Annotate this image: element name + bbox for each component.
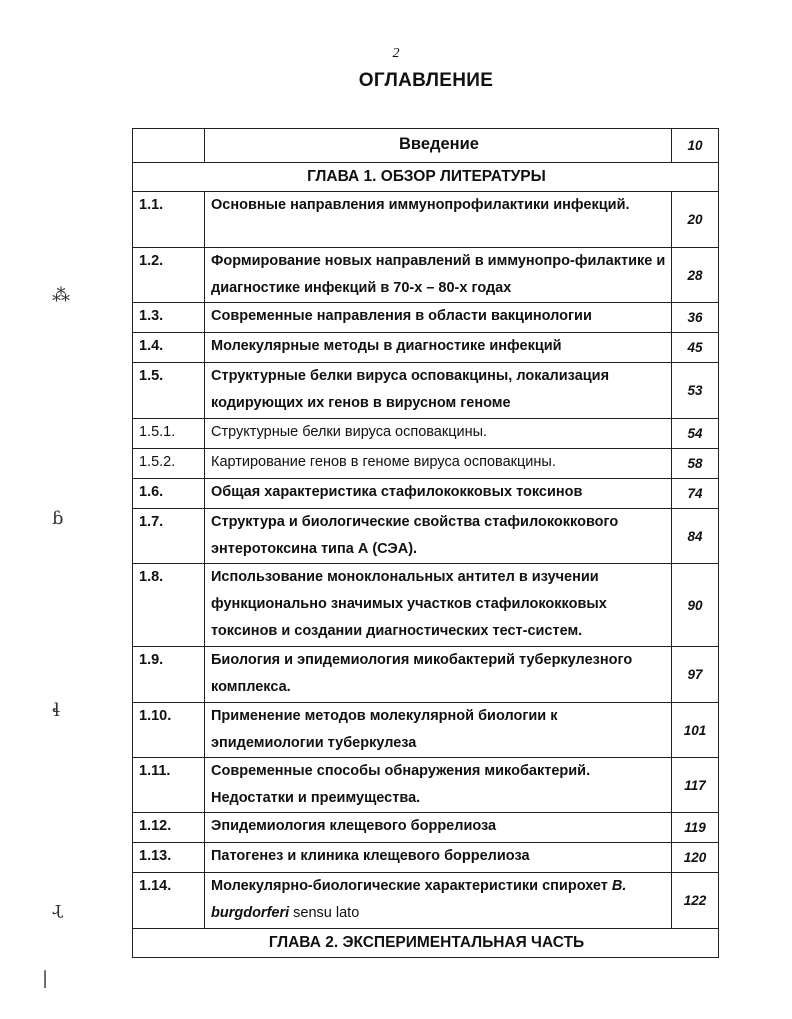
margin-mark: ɻ bbox=[52, 898, 62, 919]
toc-row-number: 1.7. bbox=[133, 509, 205, 564]
toc-row bbox=[133, 758, 719, 813]
page-number: 2 bbox=[392, 46, 400, 61]
toc-row-title: Основные направления иммунопрофилактики инфекций. bbox=[205, 192, 672, 248]
toc-row-number: 1.5. bbox=[133, 363, 205, 419]
chapter-2-heading: ГЛАВА 2. ЭКСПЕРИМЕНТАЛЬНАЯ ЧАСТЬ bbox=[133, 929, 719, 958]
toc-row-number: 1.1. bbox=[133, 192, 205, 248]
toc-row-title bbox=[205, 873, 672, 929]
toc-row-title: Эпидемиология клещевого боррелиоза bbox=[205, 813, 672, 843]
toc-row-page: 54 bbox=[672, 419, 719, 449]
toc-row bbox=[133, 248, 719, 303]
toc-row bbox=[133, 449, 719, 479]
toc-row-page: 101 bbox=[672, 703, 719, 758]
toc-row bbox=[133, 509, 719, 564]
toc-row-page: 58 bbox=[672, 449, 719, 479]
toc-cell-empty bbox=[133, 129, 205, 163]
toc-row-number: 1.5.1. bbox=[133, 419, 205, 449]
toc-row-title: Современные направления в области вакцинологии bbox=[205, 303, 672, 333]
toc-row bbox=[133, 813, 719, 843]
toc-row-title: Применение методов молекулярной биологии к эпидемиологии туберкулеза bbox=[205, 703, 672, 758]
margin-mark: ⁂ bbox=[52, 285, 70, 306]
toc-row-title: Общая характеристика стафилококковых токсинов bbox=[205, 479, 672, 509]
toc-row-page: 122 bbox=[672, 873, 719, 929]
toc-row bbox=[133, 564, 719, 647]
toc-row-page: 117 bbox=[672, 758, 719, 813]
toc-row bbox=[133, 363, 719, 419]
species-suffix: sensu lato bbox=[289, 905, 360, 921]
toc-row bbox=[133, 647, 719, 703]
margin-mark: ɬ bbox=[52, 700, 61, 721]
toc-row-page: 97 bbox=[672, 647, 719, 703]
toc-row-title: Структура и биологические свойства стафилококкового энтеротоксина типа А (СЭА). bbox=[205, 509, 672, 564]
toc-row-title: Структурные белки вируса осповакцины, локализация кодирующих их генов в вирусном геноме bbox=[205, 363, 672, 419]
toc-row-number: 1.8. bbox=[133, 564, 205, 647]
toc-row-number: 1.14. bbox=[133, 873, 205, 929]
toc-row-number: 1.10. bbox=[133, 703, 205, 758]
toc-row-title: Использование моноклональных антител в изучении функционально значимых участков стафилококковых токсинов и создании диагностических тест-систем. bbox=[205, 564, 672, 647]
toc-row-number: 1.5.2. bbox=[133, 449, 205, 479]
toc-row-number: 1.2. bbox=[133, 248, 205, 303]
toc-row bbox=[133, 192, 719, 248]
toc-intro-page: 10 bbox=[672, 129, 719, 163]
toc-row-page: 20 bbox=[672, 192, 719, 248]
toc-row-title: Формирование новых направлений в иммунопро-филактике и диагностике инфекций в 70-х – 80-х годах bbox=[205, 248, 672, 303]
toc-row-page: 74 bbox=[672, 479, 719, 509]
toc-row-page: 90 bbox=[672, 564, 719, 647]
toc-row bbox=[133, 303, 719, 333]
toc-row bbox=[133, 333, 719, 363]
toc-row-number: 1.11. bbox=[133, 758, 205, 813]
toc-row-page: 120 bbox=[672, 843, 719, 873]
chapter-1-heading: ГЛАВА 1. ОБЗОР ЛИТЕРАТУРЫ bbox=[133, 163, 719, 192]
toc-row-page: 36 bbox=[672, 303, 719, 333]
toc-row-page: 28 bbox=[672, 248, 719, 303]
toc-row-title: Современные способы обнаружения микобактерий. Недостатки и преимущества. bbox=[205, 758, 672, 813]
toc-row-page: 84 bbox=[672, 509, 719, 564]
toc-row bbox=[133, 703, 719, 758]
toc-row-title: Патогенез и клиника клещевого боррелиоза bbox=[205, 843, 672, 873]
toc-row-number: 1.12. bbox=[133, 813, 205, 843]
toc-row-title-text: Молекулярно-биологические характеристики спирохет bbox=[211, 878, 608, 894]
margin-mark: ɓ bbox=[52, 508, 64, 529]
species-name: B. burgdorferi bbox=[211, 878, 627, 921]
toc-row-title: Молекулярные методы в диагностике инфекций bbox=[205, 333, 672, 363]
toc-row-number: 1.9. bbox=[133, 647, 205, 703]
toc-row-number: 1.13. bbox=[133, 843, 205, 873]
page-title: ОГЛАВЛЕНИЕ bbox=[358, 70, 494, 91]
toc-row bbox=[133, 419, 719, 449]
toc-row-number: 1.4. bbox=[133, 333, 205, 363]
margin-mark: | bbox=[42, 968, 49, 989]
toc-row bbox=[133, 873, 719, 929]
toc-row-number: 1.3. bbox=[133, 303, 205, 333]
toc-row bbox=[133, 843, 719, 873]
toc-row bbox=[133, 479, 719, 509]
toc-intro-title: Введение bbox=[205, 129, 672, 163]
toc-row-page: 119 bbox=[672, 813, 719, 843]
toc-row-page: 45 bbox=[672, 333, 719, 363]
toc-row-number: 1.6. bbox=[133, 479, 205, 509]
toc-table bbox=[132, 128, 719, 958]
toc-row-title: Биология и эпидемиология микобактерий туберкулезного комплекса. bbox=[205, 647, 672, 703]
toc-row-title: Структурные белки вируса осповакцины. bbox=[205, 419, 672, 449]
toc-row-title: Картирование генов в геноме вируса осповакцины. bbox=[205, 449, 672, 479]
toc-row-page: 53 bbox=[672, 363, 719, 419]
